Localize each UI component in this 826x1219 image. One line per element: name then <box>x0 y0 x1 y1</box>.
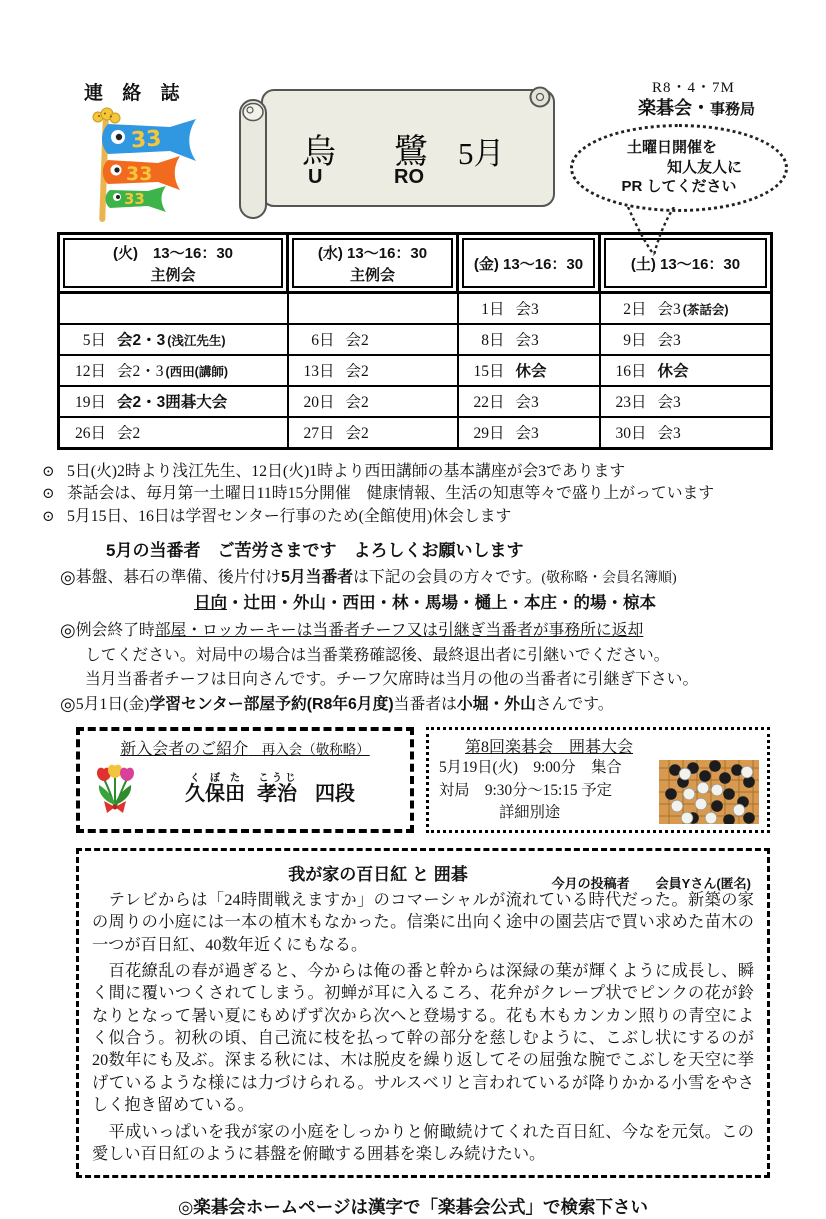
schedule-table <box>57 232 773 450</box>
duty-bullet-icon: ◎ <box>60 620 76 641</box>
schedule-header-tue: (火) 13～16：30 主例会 <box>59 234 288 293</box>
schedule-row <box>59 324 772 355</box>
schedule-header-wed: (水) 13～16：30 主例会 <box>288 234 458 293</box>
note-text: 茶話会は、毎月第一土曜日11時15分開催 健康情報、生活の知恵等々で盛り上がっています <box>67 485 715 503</box>
schedule-cell <box>59 355 288 386</box>
tournament-line: 5月19日(火) 9:00分 集合 <box>439 759 622 777</box>
issue-code: R8・4・7M <box>652 80 735 96</box>
bubble-tail-icon <box>616 207 680 257</box>
svg-text:33: 33 <box>124 190 145 208</box>
note-bullet-icon: ⊙ <box>42 508 55 525</box>
speech-bubble <box>570 124 788 212</box>
essay-paragraph: 平成いっぱいを我が家の小庭をしっかりと俯瞰続けてくれた百日紅、今なを元気。この愛しい百日紅のように碁盤を俯瞰する囲碁を楽しみ続けたい。 <box>92 1122 754 1163</box>
schedule-row <box>59 355 772 386</box>
cell-event: 会3 <box>515 301 539 318</box>
org-label <box>638 94 755 120</box>
cell-event: 休会 <box>515 363 547 380</box>
carp-green <box>106 186 167 212</box>
org-name: 楽碁会・ <box>638 98 710 118</box>
schedule-cell <box>59 324 288 355</box>
note-item <box>42 461 826 483</box>
duty-members <box>60 591 790 616</box>
cell-day: 16日 <box>615 363 647 380</box>
duty-bullet-icon: ◎ <box>60 694 76 715</box>
schedule-cell <box>600 324 772 355</box>
essay-box <box>76 848 770 1178</box>
schedule-header-fri: (金) 13～16：30 <box>458 234 600 293</box>
tournament-box <box>426 727 770 833</box>
cell-event: 会2 <box>345 425 369 442</box>
schedule-cell <box>458 417 600 449</box>
cell-event: 会3 <box>657 301 681 318</box>
essay-paragraph: 百花繚乱の春が過ぎると、今からは俺の番と幹からは深緑の葉が輝くように成長し、瞬く間に覆いつくされてしまう。初蝉が耳に入るころ、花弁がクレープ状でピンクの花が鈴なりとなって暑い夏にもめげず次から次へと登場する。花も木もカンカン照りの青空によく似合う。初秋の頃、自己流に枝を払って幹の部分を慈しむように、こぶし状にするのが20数年にも及ぶ。深まる秋には、木は脱皮を繰り返してその屈強な腕でこぶしを天空に挙げているような様には力づけられる。サルスベリと言われているが降りかかる小雪をやさしく抱き留めている。 <box>92 961 754 1115</box>
title-kanji-ro: 鷺 <box>394 134 428 171</box>
note-text: 5日(火)2時より浅江先生、12日(火)1時より西田講師の基本講座が会3であります <box>67 463 626 480</box>
cell-day: 1日 <box>481 301 505 318</box>
cell-event: 会2・3 <box>117 363 164 380</box>
cell-event: 会2 <box>345 394 369 411</box>
cell-event: 会2 <box>117 425 141 442</box>
duty-heading: 5月の当番者 ご苦労さまです よろしくお願いします <box>106 541 524 561</box>
note-item <box>42 483 826 505</box>
note-text: 5月15日、16日は学習センター行事のため(全館使用)休会します <box>67 507 512 525</box>
newcomer-name <box>138 773 402 806</box>
duty-key-line3: 当月当番者チーフは日向さんです。チーフ欠席時は当月の他の当番者に引継ぎ下さい。 <box>85 670 699 688</box>
newcomer-name-family: 久保田くぼた <box>185 772 245 805</box>
duty-bullet-icon: ◎ <box>60 567 76 588</box>
essay-byline: 今月の投稿者 会員Yさん(匿名) <box>551 875 751 891</box>
schedule-cell <box>600 386 772 417</box>
cell-event: 会2 <box>345 363 369 380</box>
schedule-cell <box>288 355 458 386</box>
schedule-cell <box>600 355 772 386</box>
cell-extra: (浅江先生) <box>167 334 226 348</box>
cell-day: 12日 <box>74 363 106 380</box>
cell-day: 6日 <box>311 332 335 349</box>
notes <box>42 461 826 528</box>
cell-extra: (茶話会) <box>682 303 729 317</box>
svg-text:33: 33 <box>126 163 153 185</box>
svg-text:33: 33 <box>130 126 163 154</box>
tournament-line: 対局 9:30分～15:15 予定 <box>439 781 612 799</box>
cell-event: 休会 <box>657 363 689 380</box>
cell-day: 13日 <box>303 363 335 380</box>
schedule-cell <box>59 293 288 325</box>
cell-day: 2日 <box>623 301 647 318</box>
cell-day: 29日 <box>473 425 505 442</box>
schedule-cell <box>288 324 458 355</box>
schedule-header-sat: (土) 13～16：30 <box>600 234 772 293</box>
title-romaji-u: U <box>308 166 323 188</box>
newcomer-rank: 四段 <box>315 782 355 805</box>
duty-key-return: ◎例会終了時部屋・ロッカーキーは当番者チーフ又は引継ぎ当番者が事務所に返却 <box>60 620 644 641</box>
essay-title: 我が家の百日紅 と 囲碁 <box>288 864 468 884</box>
schedule-cell <box>458 324 600 355</box>
newcomer-title: 新入会者のご紹介 再入会（敬称略） <box>120 741 370 759</box>
cell-day: 23日 <box>615 394 647 411</box>
title-kanji-u: 烏 <box>302 134 336 171</box>
scroll-banner <box>236 84 560 224</box>
carp-blue <box>102 119 196 161</box>
duty-key-line2: してください。対局中の場合は当番業務確認後、最終退出者に引継いでください。 <box>85 647 670 665</box>
tournament-title: 第8回楽碁会 囲碁大会 <box>465 739 634 757</box>
header <box>0 0 826 230</box>
tournament-line: 詳細別途 <box>499 803 561 821</box>
schedule-cell <box>458 355 600 386</box>
duty-reservation: ◎5月1日(金)学習センター部屋予約(R8年6月度)当番者は小堀・外山さんです。 <box>60 694 614 715</box>
go-board-image <box>659 760 759 824</box>
cell-event: 会3 <box>657 394 681 411</box>
cell-event: 会2 <box>345 332 369 349</box>
newsletter-label: 連 絡 誌 <box>84 83 187 104</box>
cell-event: 会3 <box>515 425 539 442</box>
schedule-cell <box>288 386 458 417</box>
bubble-line: PR してください <box>621 178 737 195</box>
cell-event: 会3 <box>657 425 681 442</box>
newcomer-box <box>76 727 414 833</box>
bubble-line: 土曜日開催を <box>626 139 717 156</box>
cell-day: 15日 <box>473 363 505 380</box>
cell-day: 5日 <box>82 332 106 349</box>
member-chief: 日向 <box>194 594 227 613</box>
member-list: ・辻田・外山・西田・林・馬場・樋上・本庄・的場・椋本 <box>227 594 656 613</box>
schedule-cell <box>59 417 288 449</box>
schedule-cell <box>600 293 772 325</box>
essay-paragraph: テレビからは「24時間戦えますか」のコマーシャルが流れている時代だった。新築の家の周りの小庭には一本の植木もなかった。信楽に出向く途中の園芸店で買い求めた苗木の一つが百日紅、40数年近くにもなる。 <box>92 890 754 954</box>
title-month: 5月 <box>458 136 505 171</box>
cell-day: 9日 <box>623 332 647 349</box>
cell-event: 会2・3 <box>117 332 166 349</box>
schedule-cell <box>59 386 288 417</box>
carp-orange <box>103 156 180 190</box>
duty-prep: ◎碁盤、碁石の準備、後片付け5月当番者は下記の会員の方々です。(敬称略・会員名簿順) <box>60 567 677 588</box>
note-bullet-icon: ⊙ <box>42 464 55 480</box>
cell-day: 20日 <box>303 394 335 411</box>
schedule-cell <box>458 386 600 417</box>
cell-event: 会2・3囲碁大会 <box>117 394 228 411</box>
bubble-line: 知人友人に <box>667 158 743 176</box>
schedule-row <box>59 417 772 449</box>
schedule-cell <box>288 417 458 449</box>
schedule-row <box>59 293 772 325</box>
schedule-row <box>59 386 772 417</box>
newcomer-name-given: 孝治こうじ <box>257 772 297 805</box>
cell-day: 26日 <box>74 425 106 442</box>
cell-day: 8日 <box>481 332 505 349</box>
schedule-cell <box>288 293 458 325</box>
bouquet-icon <box>92 763 138 815</box>
schedule-cell <box>458 293 600 325</box>
title-romaji-ro: RO <box>394 166 424 188</box>
cell-day: 27日 <box>303 425 335 442</box>
note-item <box>42 506 826 528</box>
cell-day: 19日 <box>74 394 106 411</box>
cell-day: 22日 <box>473 394 505 411</box>
footer-note: ◎楽碁会ホームページは漢字で「楽碁会公式」で検索下さい <box>178 1197 648 1218</box>
note-bullet-icon: ⊙ <box>42 486 55 503</box>
schedule-cell <box>600 417 772 449</box>
cell-event: 会3 <box>515 332 539 349</box>
cell-event: 会3 <box>657 332 681 349</box>
cell-extra: (西田(講師) <box>165 365 229 379</box>
duty-section <box>60 564 790 718</box>
koinobori-illustration <box>78 106 228 224</box>
cell-day: 30日 <box>615 425 647 442</box>
info-boxes <box>76 727 770 833</box>
cell-event: 会3 <box>515 394 539 411</box>
org-dept: 事務局 <box>710 101 756 118</box>
